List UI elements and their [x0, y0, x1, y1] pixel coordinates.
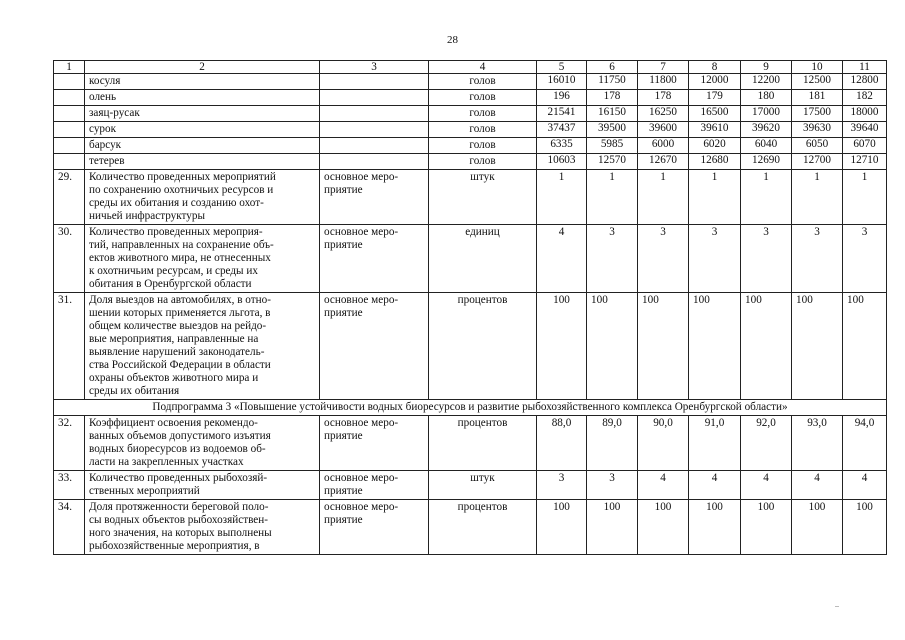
value-cell: 12570	[587, 154, 638, 170]
unit-cell: голов	[429, 74, 537, 90]
value-cell: 100	[537, 500, 587, 555]
indicator-type: основное меро- приятие	[320, 471, 429, 500]
indicator-row-34	[54, 500, 887, 555]
value-cell: 39500	[587, 122, 638, 138]
value-cell: 6070	[843, 138, 887, 154]
column-header: 10	[792, 61, 843, 74]
value-cell: 4	[689, 471, 741, 500]
unit-cell: процентов	[429, 500, 537, 555]
animal-name: тетерев	[85, 154, 320, 170]
value-cell: 12500	[792, 74, 843, 90]
value-cell: 12000	[689, 74, 741, 90]
value-cell: 92,0	[741, 416, 792, 471]
indicator-name: Коэффициент освоения рекомендо- ванных объемов допустимого изъятия водных биоресурсов из водоемов об- ласти на закрепленных участках	[85, 416, 320, 471]
value-cell: 100	[689, 293, 741, 400]
column-header: 9	[741, 61, 792, 74]
value-cell: 18000	[843, 106, 887, 122]
value-cell: 181	[792, 90, 843, 106]
animal-row	[54, 74, 887, 90]
column-header: 8	[689, 61, 741, 74]
value-cell: 3	[587, 225, 638, 293]
value-cell: 1	[741, 170, 792, 225]
indicator-type: основное меро- приятие	[320, 500, 429, 555]
value-cell: 6335	[537, 138, 587, 154]
animal-name: барсук	[85, 138, 320, 154]
indicator-type: основное меро- приятие	[320, 225, 429, 293]
value-cell: 39620	[741, 122, 792, 138]
value-cell: 100	[843, 500, 887, 555]
unit-cell: штук	[429, 471, 537, 500]
row-number: 34.	[54, 500, 85, 555]
unit-cell: голов	[429, 106, 537, 122]
row-number: 31.	[54, 293, 85, 400]
value-cell: 12670	[638, 154, 689, 170]
indicator-row-31	[54, 293, 887, 400]
value-cell: 100	[638, 500, 689, 555]
value-cell: 3	[689, 225, 741, 293]
value-cell: 91,0	[689, 416, 741, 471]
indicator-row-30	[54, 225, 887, 293]
value-cell: 12700	[792, 154, 843, 170]
indicator-type: основное меро- приятие	[320, 170, 429, 225]
animal-name: олень	[85, 90, 320, 106]
value-cell: 12200	[741, 74, 792, 90]
indicator-type: основное меро- приятие	[320, 416, 429, 471]
value-cell: 10603	[537, 154, 587, 170]
value-cell: 4	[638, 471, 689, 500]
indicator-name: Доля выездов на автомобилях, в отно- шении которых применяется льгота, в общем количестве выездов на рейдо- вые мероприятия, направленные на выявление нарушений законодатель- ства Российской Федерации в области охраны объектов животного мира и среды их обитания	[85, 293, 320, 400]
animal-row	[54, 138, 887, 154]
animal-row	[54, 122, 887, 138]
value-cell: 3	[741, 225, 792, 293]
indicator-row-33	[54, 471, 887, 500]
scan-mark	[835, 606, 839, 607]
value-cell: 88,0	[537, 416, 587, 471]
unit-cell: единиц	[429, 225, 537, 293]
value-cell: 178	[638, 90, 689, 106]
value-cell: 180	[741, 90, 792, 106]
value-cell: 1	[587, 170, 638, 225]
unit-cell: голов	[429, 90, 537, 106]
column-header: 3	[320, 61, 429, 74]
value-cell: 89,0	[587, 416, 638, 471]
indicator-name: Количество проведенных рыбохозяй- ственных мероприятий	[85, 471, 320, 500]
page-number: 28	[447, 34, 458, 46]
value-cell: 12690	[741, 154, 792, 170]
value-cell: 12800	[843, 74, 887, 90]
row-number: 30.	[54, 225, 85, 293]
value-cell: 100	[792, 500, 843, 555]
value-cell: 4	[843, 471, 887, 500]
value-cell: 39610	[689, 122, 741, 138]
value-cell: 100	[587, 293, 638, 400]
row-number: 32.	[54, 416, 85, 471]
indicator-name: Количество проведенных мероприя- тий, направленных на сохранение объ- ектов животного мира, не отнесенных к охотничьим ресурсам, и среды их обитания в Оренбургской области	[85, 225, 320, 293]
indicator-type: основное меро- приятие	[320, 293, 429, 400]
value-cell: 1	[638, 170, 689, 225]
value-cell: 11750	[587, 74, 638, 90]
value-cell: 39640	[843, 122, 887, 138]
value-cell: 179	[689, 90, 741, 106]
column-header: 4	[429, 61, 537, 74]
value-cell: 1	[843, 170, 887, 225]
value-cell: 17000	[741, 106, 792, 122]
column-header: 7	[638, 61, 689, 74]
unit-cell: голов	[429, 138, 537, 154]
value-cell: 6040	[741, 138, 792, 154]
row-number: 29.	[54, 170, 85, 225]
value-cell: 3	[638, 225, 689, 293]
value-cell: 182	[843, 90, 887, 106]
value-cell: 4	[741, 471, 792, 500]
column-header: 2	[85, 61, 320, 74]
unit-cell: голов	[429, 122, 537, 138]
value-cell: 100	[741, 293, 792, 400]
value-cell: 4	[792, 471, 843, 500]
value-cell: 3	[587, 471, 638, 500]
animal-row	[54, 106, 887, 122]
unit-cell: процентов	[429, 416, 537, 471]
value-cell: 5985	[587, 138, 638, 154]
indicator-row-32	[54, 416, 887, 471]
indicator-name: Количество проведенных мероприятий по сохранению охотничьих ресурсов и среды их обитания и созданию охот- ничьей инфраструктуры	[85, 170, 320, 225]
value-cell: 178	[587, 90, 638, 106]
value-cell: 16150	[587, 106, 638, 122]
value-cell: 3	[843, 225, 887, 293]
value-cell: 100	[587, 500, 638, 555]
value-cell: 12710	[843, 154, 887, 170]
column-number-row	[54, 61, 887, 74]
value-cell: 100	[792, 293, 843, 400]
animal-name: сурок	[85, 122, 320, 138]
value-cell: 1	[537, 170, 587, 225]
animal-name: косуля	[85, 74, 320, 90]
value-cell: 37437	[537, 122, 587, 138]
value-cell: 16500	[689, 106, 741, 122]
value-cell: 100	[537, 293, 587, 400]
value-cell: 39600	[638, 122, 689, 138]
column-header: 5	[537, 61, 587, 74]
value-cell: 6020	[689, 138, 741, 154]
value-cell: 94,0	[843, 416, 887, 471]
value-cell: 16010	[537, 74, 587, 90]
value-cell: 3	[537, 471, 587, 500]
value-cell: 17500	[792, 106, 843, 122]
value-cell: 6050	[792, 138, 843, 154]
column-header: 6	[587, 61, 638, 74]
value-cell: 39630	[792, 122, 843, 138]
column-header: 1	[54, 61, 85, 74]
value-cell: 21541	[537, 106, 587, 122]
column-header: 11	[843, 61, 887, 74]
value-cell: 12680	[689, 154, 741, 170]
row-number: 33.	[54, 471, 85, 500]
animal-name: заяц-русак	[85, 106, 320, 122]
value-cell: 90,0	[638, 416, 689, 471]
unit-cell: процентов	[429, 293, 537, 400]
value-cell: 16250	[638, 106, 689, 122]
indicator-name: Доля протяженности береговой поло- сы водных объектов рыбохозяйствен- ного значения, на которых выполнены рыбохозяйственные мероприятия, в	[85, 500, 320, 555]
value-cell: 1	[792, 170, 843, 225]
value-cell: 3	[792, 225, 843, 293]
value-cell: 6000	[638, 138, 689, 154]
unit-cell: голов	[429, 154, 537, 170]
subprogram-header-row	[54, 400, 887, 416]
value-cell: 93,0	[792, 416, 843, 471]
value-cell: 100	[741, 500, 792, 555]
indicators-table	[53, 60, 887, 555]
value-cell: 100	[638, 293, 689, 400]
subprogram-title: Подпрограмма 3 «Повышение устойчивости водных биоресурсов и развитие рыбохозяйственного комплекса Оренбургской области»	[54, 400, 887, 416]
animal-row	[54, 90, 887, 106]
value-cell: 4	[537, 225, 587, 293]
unit-cell: штук	[429, 170, 537, 225]
indicator-row-29	[54, 170, 887, 225]
animal-row	[54, 154, 887, 170]
value-cell: 11800	[638, 74, 689, 90]
value-cell: 1	[689, 170, 741, 225]
value-cell: 100	[689, 500, 741, 555]
value-cell: 196	[537, 90, 587, 106]
value-cell: 100	[843, 293, 887, 400]
